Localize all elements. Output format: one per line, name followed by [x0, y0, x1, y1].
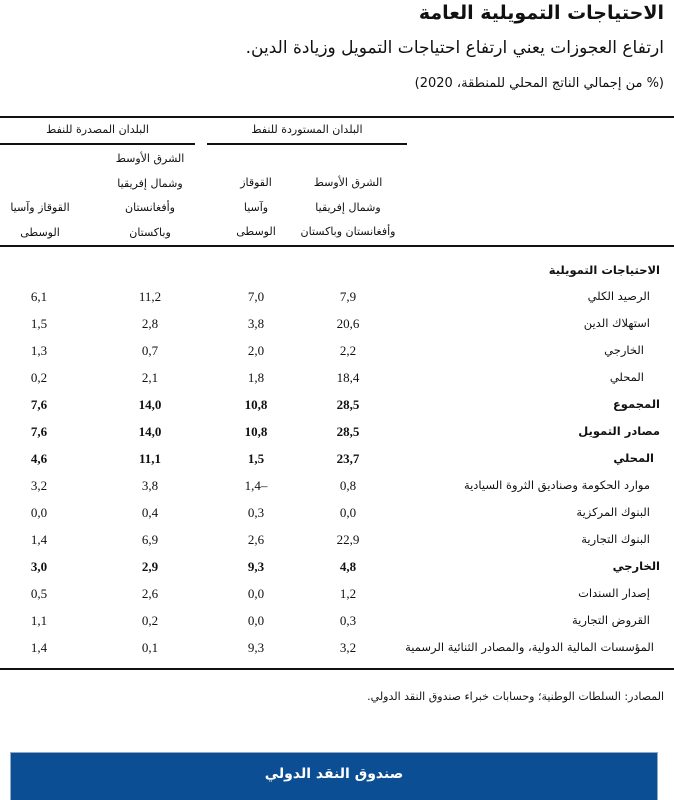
- col-head-imp-cca: القوقاز وآسيا الوسطى: [236, 176, 276, 238]
- cell-exp-mena: 0,2: [141, 613, 159, 628]
- cell-exp-mena: 0,1: [141, 640, 159, 655]
- imf-banner[interactable]: [10, 752, 658, 800]
- cell-exp-mena: 11,2: [138, 289, 162, 304]
- row-label: المحلي: [613, 451, 654, 465]
- table-row: [0, 607, 674, 634]
- cell-imp-mena: 7,9: [339, 289, 357, 304]
- cell-exp-cca: 3,2: [30, 478, 48, 493]
- units-note: (% من إجمالي الناتج المحلي للمنطقة، 2020): [414, 76, 664, 91]
- imf-banner-label: صندوق النقد الدولي: [264, 765, 404, 782]
- cell-imp-cca: 10,8: [244, 424, 268, 439]
- group-importers-rule: [207, 143, 407, 145]
- table-row: [0, 364, 674, 391]
- row-label: إصدار السندات: [578, 586, 650, 600]
- cell-imp-mena: 28,5: [336, 397, 360, 412]
- table-row: [0, 283, 674, 310]
- table-header-rule: [0, 245, 674, 247]
- table-bottom-rule: [0, 668, 674, 670]
- cell-exp-cca: 1,3: [30, 343, 48, 358]
- table-row: [0, 634, 674, 661]
- cell-exp-cca: 1,4: [30, 532, 48, 547]
- cell-imp-mena: 28,5: [336, 424, 360, 439]
- cell-exp-cca: 4,6: [30, 451, 48, 466]
- cell-exp-mena: 6,9: [141, 532, 159, 547]
- cell-exp-cca: 6,1: [30, 289, 48, 304]
- group-oil-importers: البلدان المستوردة للنفط: [251, 123, 363, 136]
- cell-exp-mena: 14,0: [138, 424, 162, 439]
- table-row-financing-needs: [0, 257, 674, 284]
- cell-imp-cca: 10,8: [244, 397, 268, 412]
- cell-exp-mena: 2,9: [141, 559, 159, 574]
- cell-imp-mena: 0,8: [339, 478, 357, 493]
- row-label: المجموع: [612, 397, 660, 411]
- cell-imp-mena: 2,2: [339, 343, 357, 358]
- table-row-domestic: [0, 445, 674, 472]
- row-label: موارد الحكومة وصناديق الثروة السيادية: [463, 478, 650, 492]
- cell-imp-mena: 0,3: [339, 613, 357, 628]
- cell-imp-cca: 3,8: [247, 316, 265, 331]
- row-label: مصادر التمويل: [578, 424, 660, 438]
- row-label: الاحتياجات التمويلية: [548, 263, 660, 277]
- table-row: [0, 472, 674, 499]
- cell-imp-mena: 23,7: [336, 451, 360, 466]
- table-row-external: [0, 553, 674, 580]
- cell-exp-mena: 3,8: [141, 478, 159, 493]
- table-row: [0, 310, 674, 337]
- cell-imp-mena: 1,2: [339, 586, 357, 601]
- table-row-total: [0, 391, 674, 418]
- row-label: الخارجي: [604, 343, 644, 357]
- row-label: الرصيد الكلي: [587, 289, 650, 303]
- cell-imp-mena: 3,2: [339, 640, 357, 655]
- cell-exp-cca: 7,6: [30, 397, 48, 412]
- cell-imp-cca: 0,0: [247, 613, 265, 628]
- row-label: المؤسسات المالية الدولية، والمصادر الثنائية الرسمية: [405, 640, 654, 654]
- table-top-rule: [0, 116, 674, 118]
- group-oil-exporters: البلدان المصدرة للنفط: [46, 123, 149, 136]
- cell-exp-cca: 3,0: [30, 559, 48, 574]
- col-head-exp-mena: الشرق الأوسط وشمال إفريقيا وأفغانستان وباكستان: [115, 152, 185, 239]
- cell-imp-cca: 1,5: [247, 451, 265, 466]
- table-row: [0, 580, 674, 607]
- cell-imp-mena: 22,9: [336, 532, 360, 547]
- group-exporters-rule: [0, 143, 195, 145]
- cell-imp-mena: 4,8: [339, 559, 357, 574]
- table-row: [0, 526, 674, 553]
- table-row-financing-sources: [0, 418, 674, 445]
- col-head-exp-cca: القوقاز وآسيا الوسطى: [10, 201, 70, 239]
- cell-exp-cca: 0,2: [30, 370, 48, 385]
- row-label: البنوك التجارية: [581, 532, 650, 546]
- cell-imp-mena: 20,6: [336, 316, 360, 331]
- cell-imp-cca: 2,0: [247, 343, 265, 358]
- row-label: القروض التجارية: [572, 613, 650, 627]
- cell-exp-mena: 11,1: [138, 451, 162, 466]
- cell-imp-cca: 1,4–: [244, 478, 268, 493]
- page-subtitle: ارتفاع العجوزات يعني ارتفاع احتياجات التمويل وزيادة الدين.: [245, 38, 664, 58]
- cell-exp-mena: 2,8: [141, 316, 159, 331]
- row-label: البنوك المركزية: [576, 505, 650, 519]
- col-head-imp-mena: الشرق الأوسط وشمال إفريقيا وأفغانستان وباكستان: [300, 176, 396, 238]
- row-label: استهلاك الدين: [583, 316, 650, 330]
- cell-imp-cca: 9,3: [247, 640, 265, 655]
- cell-exp-cca: 0,0: [30, 505, 48, 520]
- cell-imp-cca: 2,6: [247, 532, 265, 547]
- cell-exp-mena: 2,6: [141, 586, 159, 601]
- table-row: [0, 499, 674, 526]
- cell-imp-cca: 7,0: [247, 289, 265, 304]
- source-note: المصادر: السلطات الوطنية؛ وحسابات خبراء صندوق النقد الدولي.: [367, 690, 664, 703]
- cell-exp-cca: 7,6: [30, 424, 48, 439]
- cell-exp-cca: 1,5: [30, 316, 48, 331]
- cell-imp-cca: 0,3: [247, 505, 265, 520]
- cell-imp-cca: 0,0: [247, 586, 265, 601]
- page-title: الاحتياجات التمويلية العامة: [418, 2, 664, 24]
- cell-imp-mena: 0,0: [339, 505, 357, 520]
- cell-imp-cca: 9,3: [247, 559, 265, 574]
- cell-exp-mena: 2,1: [141, 370, 159, 385]
- cell-exp-cca: 1,1: [30, 613, 48, 628]
- row-label: المحلي: [609, 370, 644, 384]
- cell-exp-cca: 0,5: [30, 586, 48, 601]
- table-row: [0, 337, 674, 364]
- row-label: الخارجي: [612, 559, 660, 573]
- cell-exp-mena: 0,7: [141, 343, 159, 358]
- cell-exp-mena: 0,4: [141, 505, 159, 520]
- cell-exp-cca: 1,4: [30, 640, 48, 655]
- cell-exp-mena: 14,0: [138, 397, 162, 412]
- cell-imp-cca: 1,8: [247, 370, 265, 385]
- cell-imp-mena: 18,4: [336, 370, 360, 385]
